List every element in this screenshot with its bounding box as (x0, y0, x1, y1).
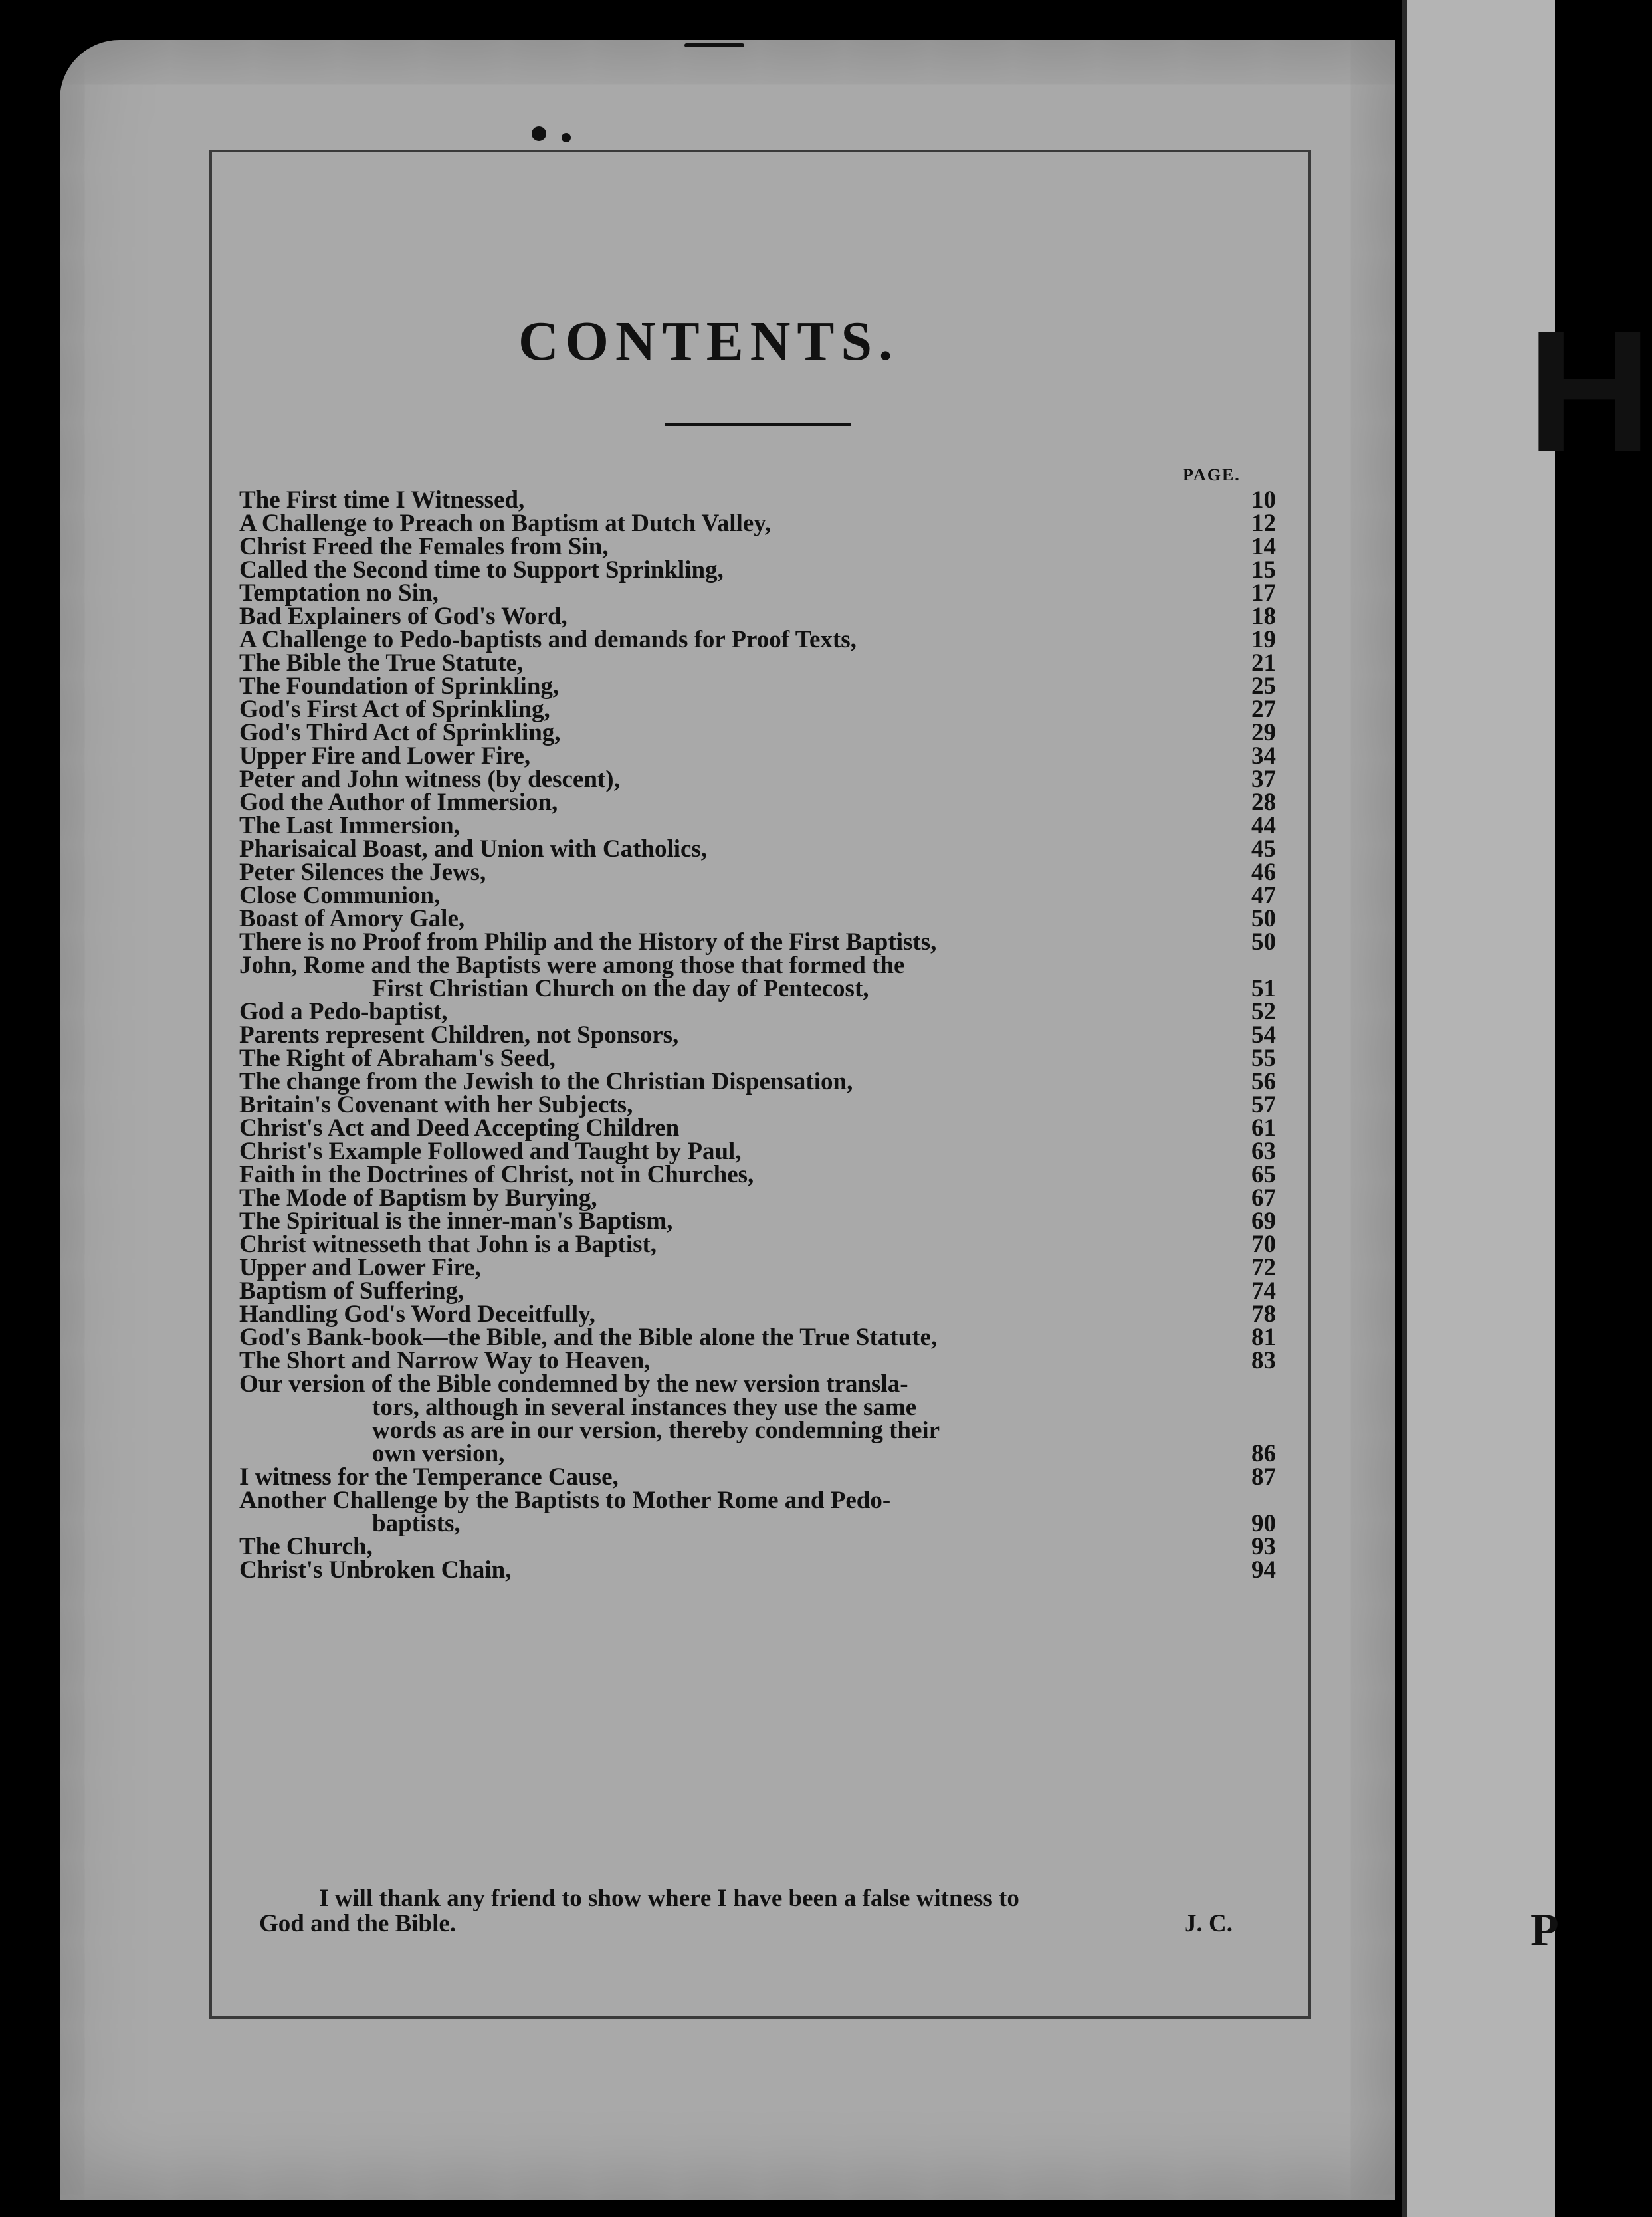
title-rule (665, 423, 851, 426)
page-number: 50 (1251, 928, 1276, 956)
contents-entry: Christ's Unbroken Chain, 94 (239, 1556, 1276, 1584)
page-number: 93 (1251, 1533, 1276, 1560)
page-number: 83 (1251, 1347, 1276, 1374)
contents-entry: The First time I Witnessed, 10 (239, 486, 1276, 514)
contents-entry: Faith in the Doctrines of Christ, not in Churches, 65 (239, 1161, 1276, 1188)
page-number: 74 (1251, 1277, 1276, 1305)
contents-entry: Christ witnesseth that John is a Baptist, 70 (239, 1231, 1276, 1258)
page-number: 81 (1251, 1324, 1276, 1351)
contents-entry: Boast of Amory Gale, 50 (239, 905, 1276, 932)
contents-entry: God's Bank-book—the Bible, and the Bible alone the True Statute, 81 (239, 1324, 1276, 1351)
page-number: 86 (1251, 1440, 1276, 1467)
note-line: I will thank any friend to show where I have been a false witness to (319, 1885, 1019, 1912)
page-number: 25 (1251, 673, 1276, 700)
contents-entry: Parents represent Children, not Sponsors, 54 (239, 1021, 1276, 1049)
page-number: 57 (1251, 1091, 1276, 1118)
page-number: 29 (1251, 719, 1276, 746)
page-number: 37 (1251, 766, 1276, 793)
contents-entry: Another Challenge by the Baptists to Mother Rome and Pedo- baptists, 90 (239, 1487, 1276, 1537)
facing-page-fragment: H (1527, 295, 1652, 488)
contents-entry: Christ Freed the Females from Sin, 14 (239, 533, 1276, 560)
contents-entry: God's Third Act of Sprinkling, 29 (239, 719, 1276, 746)
page-number: 46 (1251, 859, 1276, 886)
contents-entry: There is no Proof from Philip and the History of the First Baptists, 50 (239, 928, 1276, 956)
page-number: 52 (1251, 998, 1276, 1025)
page-number: 17 (1251, 580, 1276, 607)
page-number: 61 (1251, 1114, 1276, 1142)
page-number: 78 (1251, 1301, 1276, 1328)
contents-entry: The Right of Abraham's Seed, 55 (239, 1045, 1276, 1072)
contents-entry: God's First Act of Sprinkling, 27 (239, 696, 1276, 723)
page-title: CONTENTS. (518, 310, 900, 372)
contents-entry: A Challenge to Pedo-baptists and demands for Proof Texts, 19 (239, 626, 1276, 653)
facing-page-fragment-lower: P (1530, 1905, 1559, 1956)
page-number: 50 (1251, 905, 1276, 932)
page-number: 15 (1251, 556, 1276, 583)
contents-entry: The Bible the True Statute, 21 (239, 649, 1276, 677)
page-number: 34 (1251, 742, 1276, 770)
page-number: 56 (1251, 1068, 1276, 1095)
contents-entry: The Short and Narrow Way to Heaven, 83 (239, 1347, 1276, 1374)
page-number: 69 (1251, 1208, 1276, 1235)
contents-entry: Close Communion, 47 (239, 882, 1276, 909)
contents-entry: Upper Fire and Lower Fire, 34 (239, 742, 1276, 770)
contents-entry: The Church, 93 (239, 1533, 1276, 1560)
contents-entry: Temptation no Sin, 17 (239, 580, 1276, 607)
page-number: 94 (1251, 1556, 1276, 1584)
page-number: 54 (1251, 1021, 1276, 1049)
contents-entry: Baptism of Suffering, 74 (239, 1277, 1276, 1305)
contents-entry: The Foundation of Sprinkling, 25 (239, 673, 1276, 700)
contents-entry: Bad Explainers of God's Word, 18 (239, 603, 1276, 630)
contents-entry: Pharisaical Boast, and Union with Catholics, 45 (239, 835, 1276, 863)
page-number: 65 (1251, 1161, 1276, 1188)
page-number: 55 (1251, 1045, 1276, 1072)
closing-note (259, 1886, 1289, 1937)
contents-entry: Christ's Example Followed and Taught by Paul, 63 (239, 1138, 1276, 1165)
signature: J. C. (1184, 1910, 1233, 1937)
page-number: 14 (1251, 533, 1276, 560)
page-number: 72 (1251, 1254, 1276, 1281)
contents-entry: Called the Second time to Support Sprinkling, 15 (239, 556, 1276, 583)
ink-spot (562, 133, 571, 142)
contents-entry: Britain's Covenant with her Subjects, 57 (239, 1091, 1276, 1118)
contents-entry: Upper and Lower Fire, 72 (239, 1254, 1276, 1281)
page-number: 45 (1251, 835, 1276, 863)
page-number: 87 (1251, 1463, 1276, 1491)
page-number: 18 (1251, 603, 1276, 630)
contents-entry: The Mode of Baptism by Burying, 67 (239, 1184, 1276, 1212)
page-number: 19 (1251, 626, 1276, 653)
ink-spot (532, 126, 546, 141)
page-number: 67 (1251, 1184, 1276, 1212)
page-column-heading: PAGE. (1183, 465, 1241, 484)
contents-entry: Christ's Act and Deed Accepting Children 61 (239, 1114, 1276, 1142)
contents-entry: John, Rome and the Baptists were among those that formed the First Christian Church on the day of Pentecost, 51 (239, 952, 1276, 1002)
page-number: 10 (1251, 486, 1276, 514)
page-number: 51 (1251, 975, 1276, 1002)
page-number: 90 (1251, 1510, 1276, 1537)
ink-spot (684, 43, 744, 47)
contents-entry: The change from the Jewish to the Christian Dispensation, 56 (239, 1068, 1276, 1095)
contents-entry: The Last Immersion, 44 (239, 812, 1276, 839)
page-number: 70 (1251, 1231, 1276, 1258)
contents-entry: Handling God's Word Deceitfully, 78 (239, 1301, 1276, 1328)
contents-entry: God the Author of Immersion, 28 (239, 789, 1276, 816)
page-number: 47 (1251, 882, 1276, 909)
contents-entry: I witness for the Temperance Cause, 87 (239, 1463, 1276, 1491)
page-number: 21 (1251, 649, 1276, 677)
note-line: God and the Bible. (259, 1910, 457, 1937)
page-number: 27 (1251, 696, 1276, 723)
contents-entry: Our version of the Bible condemned by the new version transla- tors, although in several instances they use the same words as are in our version, thereby condemning their own version, 86 (239, 1370, 1276, 1467)
contents-entry: God a Pedo-baptist, 52 (239, 998, 1276, 1025)
contents-entry: A Challenge to Preach on Baptism at Dutch Valley, 12 (239, 510, 1276, 537)
contents-list (239, 488, 1276, 1582)
contents-entry: Peter Silences the Jews, 46 (239, 859, 1276, 886)
contents-entry: The Spiritual is the inner-man's Baptism, 69 (239, 1208, 1276, 1235)
facing-page-edge (1402, 0, 1652, 2217)
page-number: 28 (1251, 789, 1276, 816)
page-number: 63 (1251, 1138, 1276, 1165)
page-number: 44 (1251, 812, 1276, 839)
contents-entry: Peter and John witness (by descent), 37 (239, 766, 1276, 793)
page-number: 12 (1251, 510, 1276, 537)
